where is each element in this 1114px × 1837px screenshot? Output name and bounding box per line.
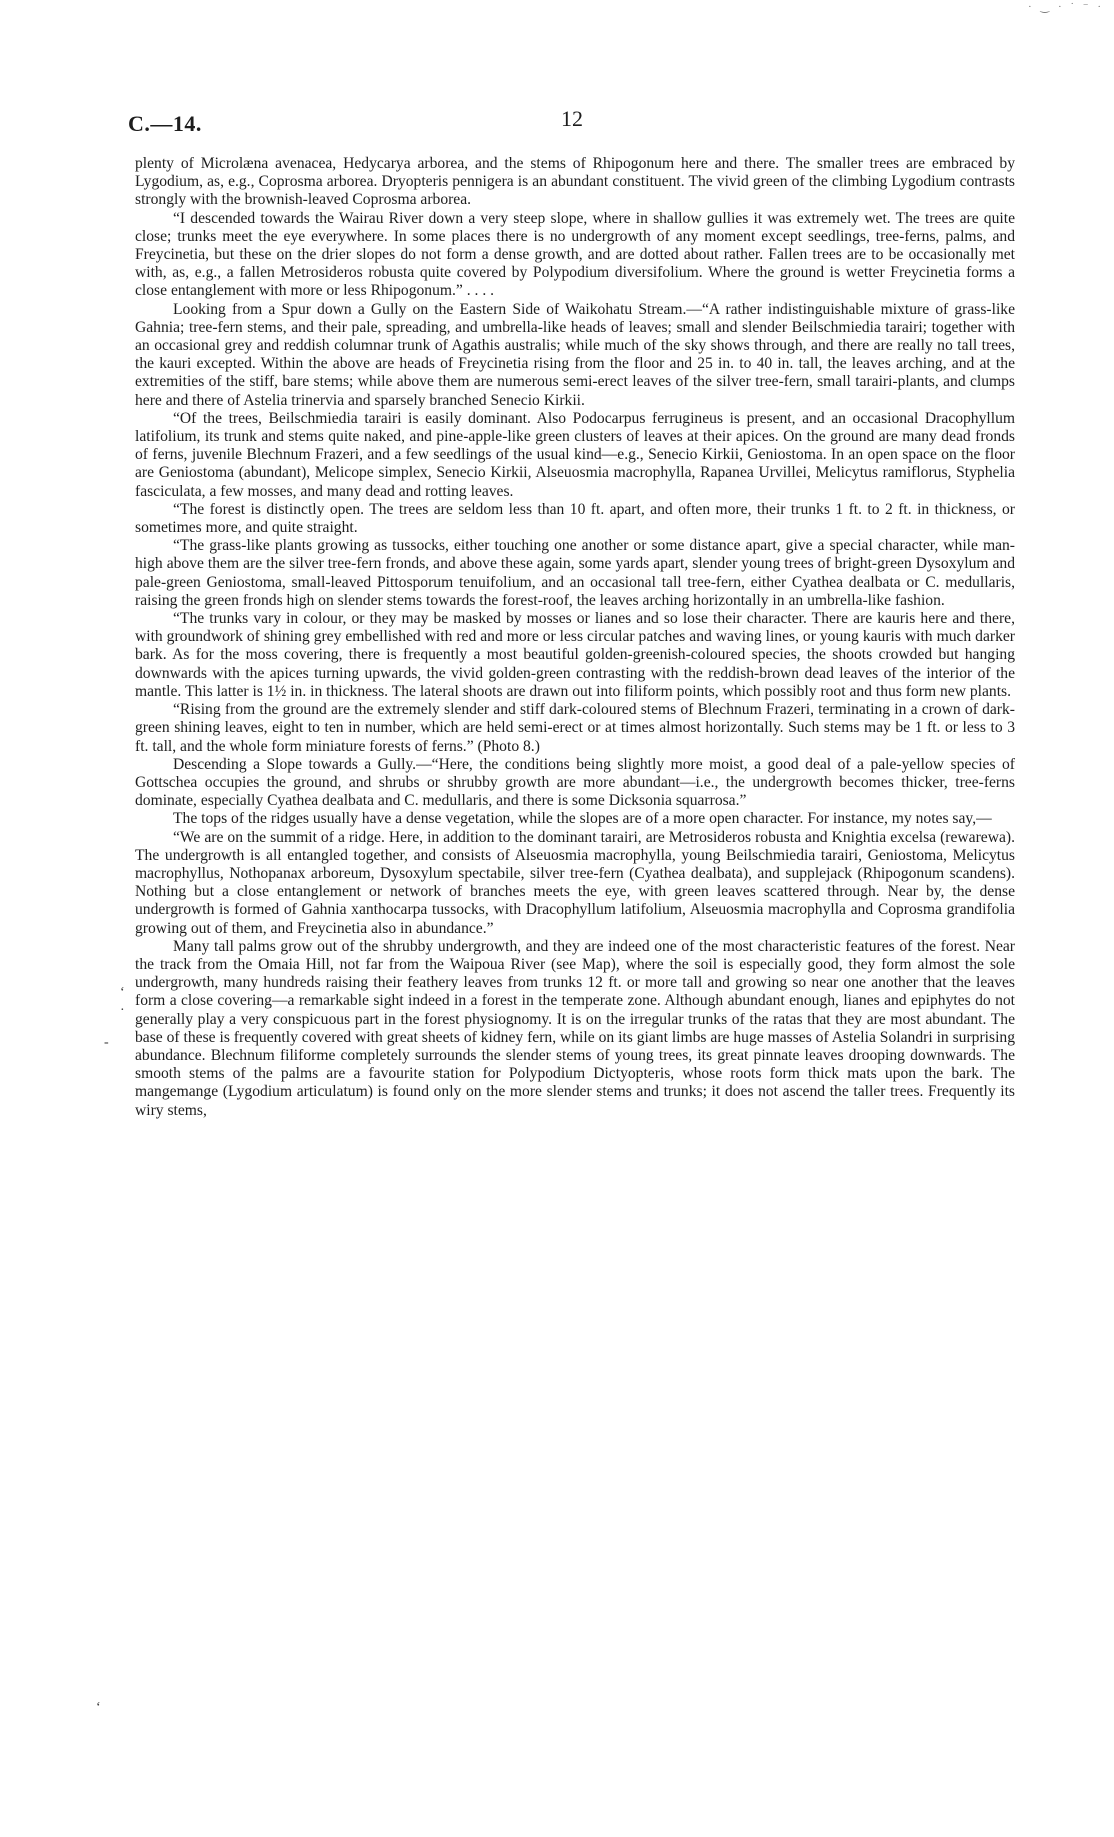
margin-mark: ‘ [96, 1700, 101, 1715]
scan-specks: · ‿ · ˙ ⁻ · [1027, 1, 1104, 13]
paragraph-7: “The trunks vary in colour, or they may be masked by mosses or lianes and so lose their character. There are kauris here and there, with groundwork of shining grey embellished with red and more or less circular patches and waving lines, or young kauris with much darker bark. As for the moss covering, there is frequently a most beautiful golden-greenish-coloured species, the shoots crowded but hanging downwards with the apices turning upwards, the vivid golden-green contrasting with the reddish-brown dead leaves of the interior of the mantle. This latter is 1½ in. in thickness. The lateral shoots are drawn out into filiform points, which possibly root and thus form new plants. [135, 610, 1015, 700]
body-text [135, 155, 1015, 1120]
paragraph-2: “I descended towards the Wairau River down a very steep slope, where in shallow gullies it was extremely wet. The trees are quite close; trunks meet the eye everywhere. In some places there is no undergrowth of any moment except seedlings, tree-ferns, palms, and Freycinetia, but these on the drier slopes do not form a dense growth, and are dotted about rather. Fallen trees are to be occasionally met with, as, e.g., a fallen Metrosideros robusta quite covered by Polypodium diversifolium. Where the ground is wetter Freycinetia forms a close entanglement with more or less Rhipogonum.” . . . . [135, 209, 1015, 300]
paragraph-8: “Rising from the ground are the extremely slender and stiff dark-coloured stems of Blechnum Frazeri, terminating in a crown of dark-green shining leaves, eight to ten in number, which are held semi-erect or at times almost horizontally. Such stems may be 1 ft. or less to 3 ft. tall, and the whole form miniature forests of ferns.” (Photo 8.) [135, 701, 1015, 755]
paragraph-10: The tops of the ridges usually have a dense vegetation, while the slopes are of a more open character. For instance, my notes say,— [173, 810, 992, 828]
margin-mark: ‘ [120, 985, 125, 1000]
page-header [128, 103, 1015, 147]
paragraph-5: “The forest is distinctly open. The trees are seldom less than 10 ft. apart, and often more, their trunks 1 ft. to 2 ft. in thickness, or sometimes more, and quite straight. [135, 500, 1015, 537]
margin-mark: · [120, 1003, 125, 1018]
paragraph-11: “We are on the summit of a ridge. Here, in addition to the dominant tarairi, are Metrosideros robusta and Knightia excelsa (rewarewa). The undergrowth is all entangled together, and consists of Alseuosmia macrophylla, young Beilschmiedia tarairi, Geniostoma, Melicytus macrophyllus, Nothopanax arboreum, Dysoxylum spectabile, silver tree-fern (Cyathea dealbata), and supplejack (Rhipogonum scandens). Nothing but a close entanglement or network of branches meets the eye, with green leaves scattered through. Near by, the dense undergrowth is formed of Gahnia xanthocarpa tussocks, with Dracophyllum latifolium, Alseuosmia macrophylla and Coprosma grandifolia growing out of them, and Freycinetia also in abundance.” [135, 828, 1015, 937]
paragraph-3: Looking from a Spur down a Gully on the Eastern Side of Waikohatu Stream.—“A rather indistinguishable mixture of grass-like Gahnia; tree-fern stems, and their pale, spreading, and umbrella-like heads of leaves; small and slender Beilschmiedia tarairi; together with an occasional grey and reddish columnar trunk of Agathis australis; while much of the sky shows through, and there are really no tall trees, the kauri excepted. Within the above are heads of Freycinetia rising from the floor and 25 in. to 40 in. tall, the leaves arching, and at the extremities of the stiff, bare stems; while above them are numerous semi-erect leaves of the silver tree-fern, small tarairi-plants, and clumps here and there of Astelia trinervia and sparsely branched Senecio Kirkii. [135, 300, 1015, 409]
document-page [128, 103, 1015, 1120]
paragraph-9: Descending a Slope towards a Gully.—“Here, the conditions being slightly more moist, a good deal of a pale-yellow species of Gottschea occupies the ground, and shrubs or shrubby growth are more abundant—i.e., the undergrowth becomes thicker, tree-ferns dominate, especially Cyathea dealbata and C. medullaris, and there is some Dicksonia squarrosa.” [135, 755, 1015, 810]
paragraph-12: Many tall palms grow out of the shrubby undergrowth, and they are indeed one of the most characteristic features of the forest. Near the track from the Omaia Hill, not far from the Waipoua River (see Map), where the soil is especially good, they form almost the sole undergrowth, many hundreds raising their feathery leaves from trunks 12 ft. or more tall and growing so near one another that the leaves form a close covering—a remarkable sight indeed in a forest in the temperate zone. Although abundant enough, lianes and epiphytes do not generally play a very conspicuous part in the forest physiognomy. It is on the irregular trunks of the ratas that they are most abundant. The base of these is frequently covered with great sheets of kidney fern, while on its giant limbs are huge masses of Astelia Solandri in surprising abundance. Blechnum filiforme completely surrounds the slender stems of young trees, its great pinnate leaves drooping downwards. The smooth stems of the palms are a favourite station for Polypodium Dictyopteris, whose roots form thick mats upon the bark. The mangemange (Lygodium articulatum) is found only on the more slender stems and trunks; it does not ascend the taller trees. Frequently its wiry stems, [135, 937, 1015, 1119]
paragraph-4: “Of the trees, Beilschmiedia tarairi is easily dominant. Also Podocarpus ferrugineus is present, and an occasional Dracophyllum latifolium, its trunk and stems quite naked, and pine-apple-like green clusters of leaves at their apices. On the ground are many dead fronds of ferns, juvenile Blechnum Frazeri, and a few seedlings of the usual kind—e.g., Senecio Kirkii, Geniostoma. In an open space on the floor are Geniostoma (abundant), Melicope simplex, Senecio Kirkii, Alseuosmia macrophylla, Rapanea Urvillei, Melicytus ramiflorus, Styphelia fasciculata, a few mosses, and many dead and rotting leaves. [135, 409, 1015, 500]
document-reference: C.—14. [128, 111, 202, 136]
paragraph-1: plenty of Microlæna avenacea, Hedycarya arborea, and the stems of Rhipogonum here and there. The smaller trees are embraced by Lygodium, as, e.g., Coprosma arborea. Dryopteris pennigera is an abundant constituent. The vivid green of the climbing Lygodium contrasts strongly with the brownish-leaved Coprosma arborea. [135, 155, 1015, 209]
page-number: 12 [561, 106, 583, 131]
paragraph-6: “The grass-like plants growing as tussocks, either touching one another or some distance apart, give a special character, while man-high above them are the silver tree-fern fronds, and above these again, some yards apart, slender young trees of bright-green Dysoxylum and pale-green Geniostoma, small-leaved Pittosporum tenuifolium, and an occasional tall tree-fern, either Cyathea dealbata or C. medullaris, raising the green fronds high on slender stems towards the forest-roof, the leaves arching horizontally in an umbrella-like fashion. [135, 537, 1015, 609]
margin-mark: - [104, 1035, 109, 1050]
